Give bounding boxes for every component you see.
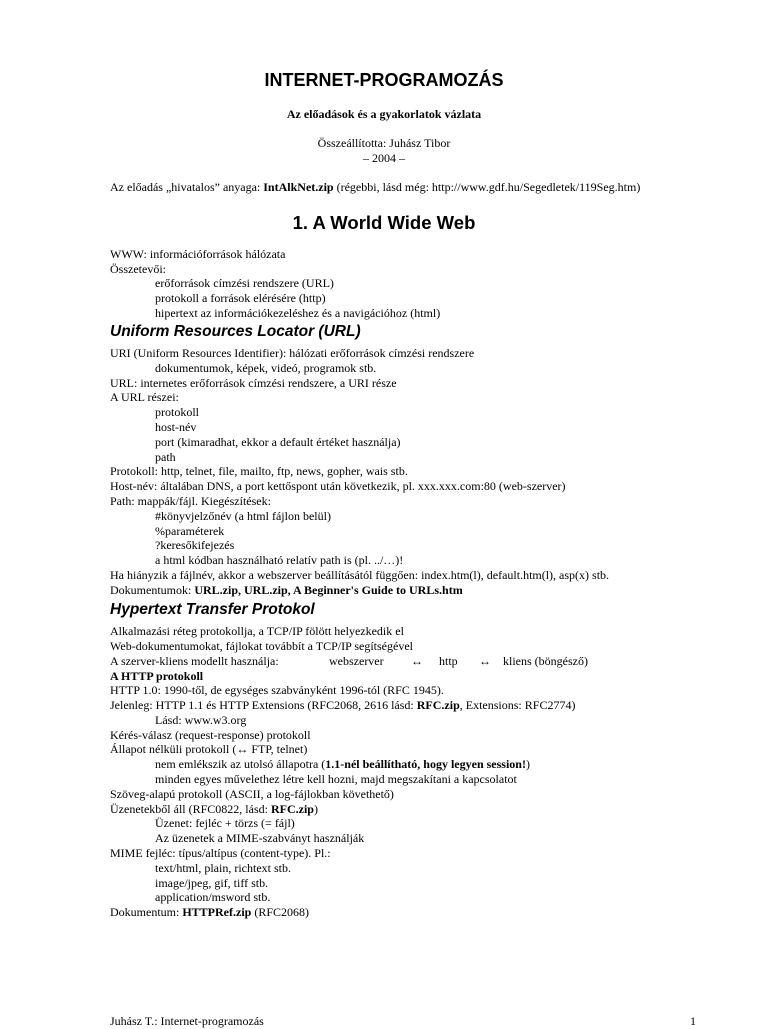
text-line: HTTP 1.0: 1990-től, de egységes szabványként 1996-tól (RFC 1945). xyxy=(110,683,444,697)
model-server: webszerver xyxy=(329,654,384,668)
session-suffix: ) xyxy=(525,757,530,771)
text-line: image/jpeg, gif, tiff stb. xyxy=(155,876,269,890)
page-title: INTERNET-PROGRAMOZÁS xyxy=(264,70,504,90)
session-prefix: nem emlékszik az utolsó állapotra ( xyxy=(155,757,326,771)
text-line: application/msword stb. xyxy=(155,890,271,904)
text-line: URI (Uniform Resources Identifier): hálózati erőforrások címzési rendszere xyxy=(110,346,475,360)
intro-line xyxy=(110,180,640,195)
text-line: MIME fejléc: típus/altípus (content-type). Pl.: xyxy=(110,846,331,860)
page-number: 1 xyxy=(690,1014,696,1028)
session-note: 1.1-nél beállítható, hogy legyen session! xyxy=(325,757,526,771)
text-line: text/html, plain, richtext stb. xyxy=(155,861,291,875)
model-label: A szerver-kliens modellt használja: xyxy=(110,654,279,668)
text-line: #könyvjelzőnév (a html fájlon belül) xyxy=(155,509,331,523)
bidirectional-arrow-icon: ↔ xyxy=(411,654,423,668)
text-line: path xyxy=(155,450,176,464)
text-line: A URL részei: xyxy=(110,390,179,404)
current-prefix: Jelenleg: HTTP 1.1 és HTTP Extensions (RFC2068, 2616 lásd: xyxy=(110,698,417,712)
model-client: kliens (böngésző) xyxy=(503,654,588,668)
text-line: Path: mappák/fájl. Kiegészítések: xyxy=(110,494,271,508)
text-line: Üzenet: fejléc + törzs (= fájl) xyxy=(155,816,295,830)
current-suffix: , Extensions: RFC2774) xyxy=(459,698,576,712)
text-line: hipertext az információkezeléshez és a navigációhoz (html) xyxy=(155,306,441,320)
text-line: port (kimaradhat, ekkor a default értéket használja) xyxy=(155,435,401,449)
messages-prefix: Üzenetekből áll (RFC0822, lásd: xyxy=(110,802,271,816)
text-line: Host-név: általában DNS, a port kettőspont után következik, pl. xxx.xxx.com:80 (web-szerver) xyxy=(110,479,566,493)
text-line: dokumentumok, képek, videó, programok stb. xyxy=(155,361,377,375)
text-line: Protokoll: http, telnet, file, mailto, ftp, news, gopher, wais stb. xyxy=(110,464,408,478)
documents-line xyxy=(110,583,463,598)
text-line: Szöveg-alapú protokoll (ASCII, a log-fájlokban követhető) xyxy=(110,787,394,801)
text-line: protokoll xyxy=(155,405,199,419)
http-subheading-text: A HTTP protokoll xyxy=(110,669,204,683)
document-file: HTTPRef.zip xyxy=(182,905,252,919)
bidirectional-arrow-icon: ↔ xyxy=(479,654,491,668)
text-line: Alkalmazási réteg protokollja, a TCP/IP fölött helyezkedik el xyxy=(110,624,404,638)
intro-suffix: (régebbi, lásd még: http://www.gdf.hu/Segedletek/119Seg.htm) xyxy=(333,180,641,194)
intro-file: IntAlkNet.zip xyxy=(263,180,334,194)
text-line: Összetevői: xyxy=(110,262,166,276)
http-subheading xyxy=(110,669,203,684)
section-heading-http: Hypertext Transfer Protokol xyxy=(110,601,315,618)
text-line: ?keresőkifejezés xyxy=(155,538,235,552)
text-line: URL: internetes erőforrások címzési rendszere, a URI része xyxy=(110,376,397,390)
model-http: http xyxy=(439,654,458,668)
session-line xyxy=(155,757,530,772)
document-line xyxy=(110,905,309,920)
text-line: a html kódban használható relatív path is (pl. ../…)! xyxy=(155,553,404,567)
intro-prefix: Az előadás „hivatalos” anyaga: xyxy=(110,180,264,194)
documents-label: Dokumentumok: xyxy=(110,583,195,597)
text-line: minden egyes művelethez létre kell hozni, majd megszakítani a kapcsolatot xyxy=(155,772,517,786)
page-subtitle: Az előadások és a gyakorlatok vázlata xyxy=(286,107,482,121)
section-heading-www: 1. A World Wide Web xyxy=(292,212,476,233)
year-line: – 2004 – xyxy=(363,151,405,165)
document-suffix: (RFC2068) xyxy=(251,905,310,919)
section-heading-url: Uniform Resources Locator (URL) xyxy=(110,323,361,340)
text-line: protokoll a források elérésére (http) xyxy=(155,291,326,305)
author-line: Összeállította: Juhász Tibor xyxy=(317,136,451,150)
text-line: Állapot nélküli protokoll (↔ FTP, telnet) xyxy=(110,742,308,756)
documents-files: URL.zip, URL.zip, A Beginner's Guide to URLs.htm xyxy=(194,583,463,597)
document-label: Dokumentum: xyxy=(110,905,183,919)
text-line: host-név xyxy=(155,420,197,434)
text-line: Az üzenetek a MIME-szabványt használják xyxy=(155,831,365,845)
messages-file: RFC.zip xyxy=(270,802,314,816)
text-line: Web-dokumentumokat, fájlokat továbbít a TCP/IP segítségével xyxy=(110,639,413,653)
text-line: Lásd: www.w3.org xyxy=(155,713,247,727)
current-file: RFC.zip xyxy=(416,698,460,712)
text-line: %paraméterek xyxy=(155,524,225,538)
text-line: Kérés-válasz (request-response) protokoll xyxy=(110,728,311,742)
text-line: erőforrások címzési rendszere (URL) xyxy=(155,276,334,290)
messages-suffix: ) xyxy=(313,802,318,816)
footer-left: Juhász T.: Internet-programozás xyxy=(110,1014,264,1028)
current-version-line xyxy=(110,698,575,713)
messages-line xyxy=(110,802,318,817)
text-line: WWW: információforrások hálózata xyxy=(110,247,286,261)
text-line: Ha hiányzik a fájlnév, akkor a webszerver beállításától függően: index.htm(l), default.htm(l), asp(x) stb. xyxy=(110,568,610,582)
